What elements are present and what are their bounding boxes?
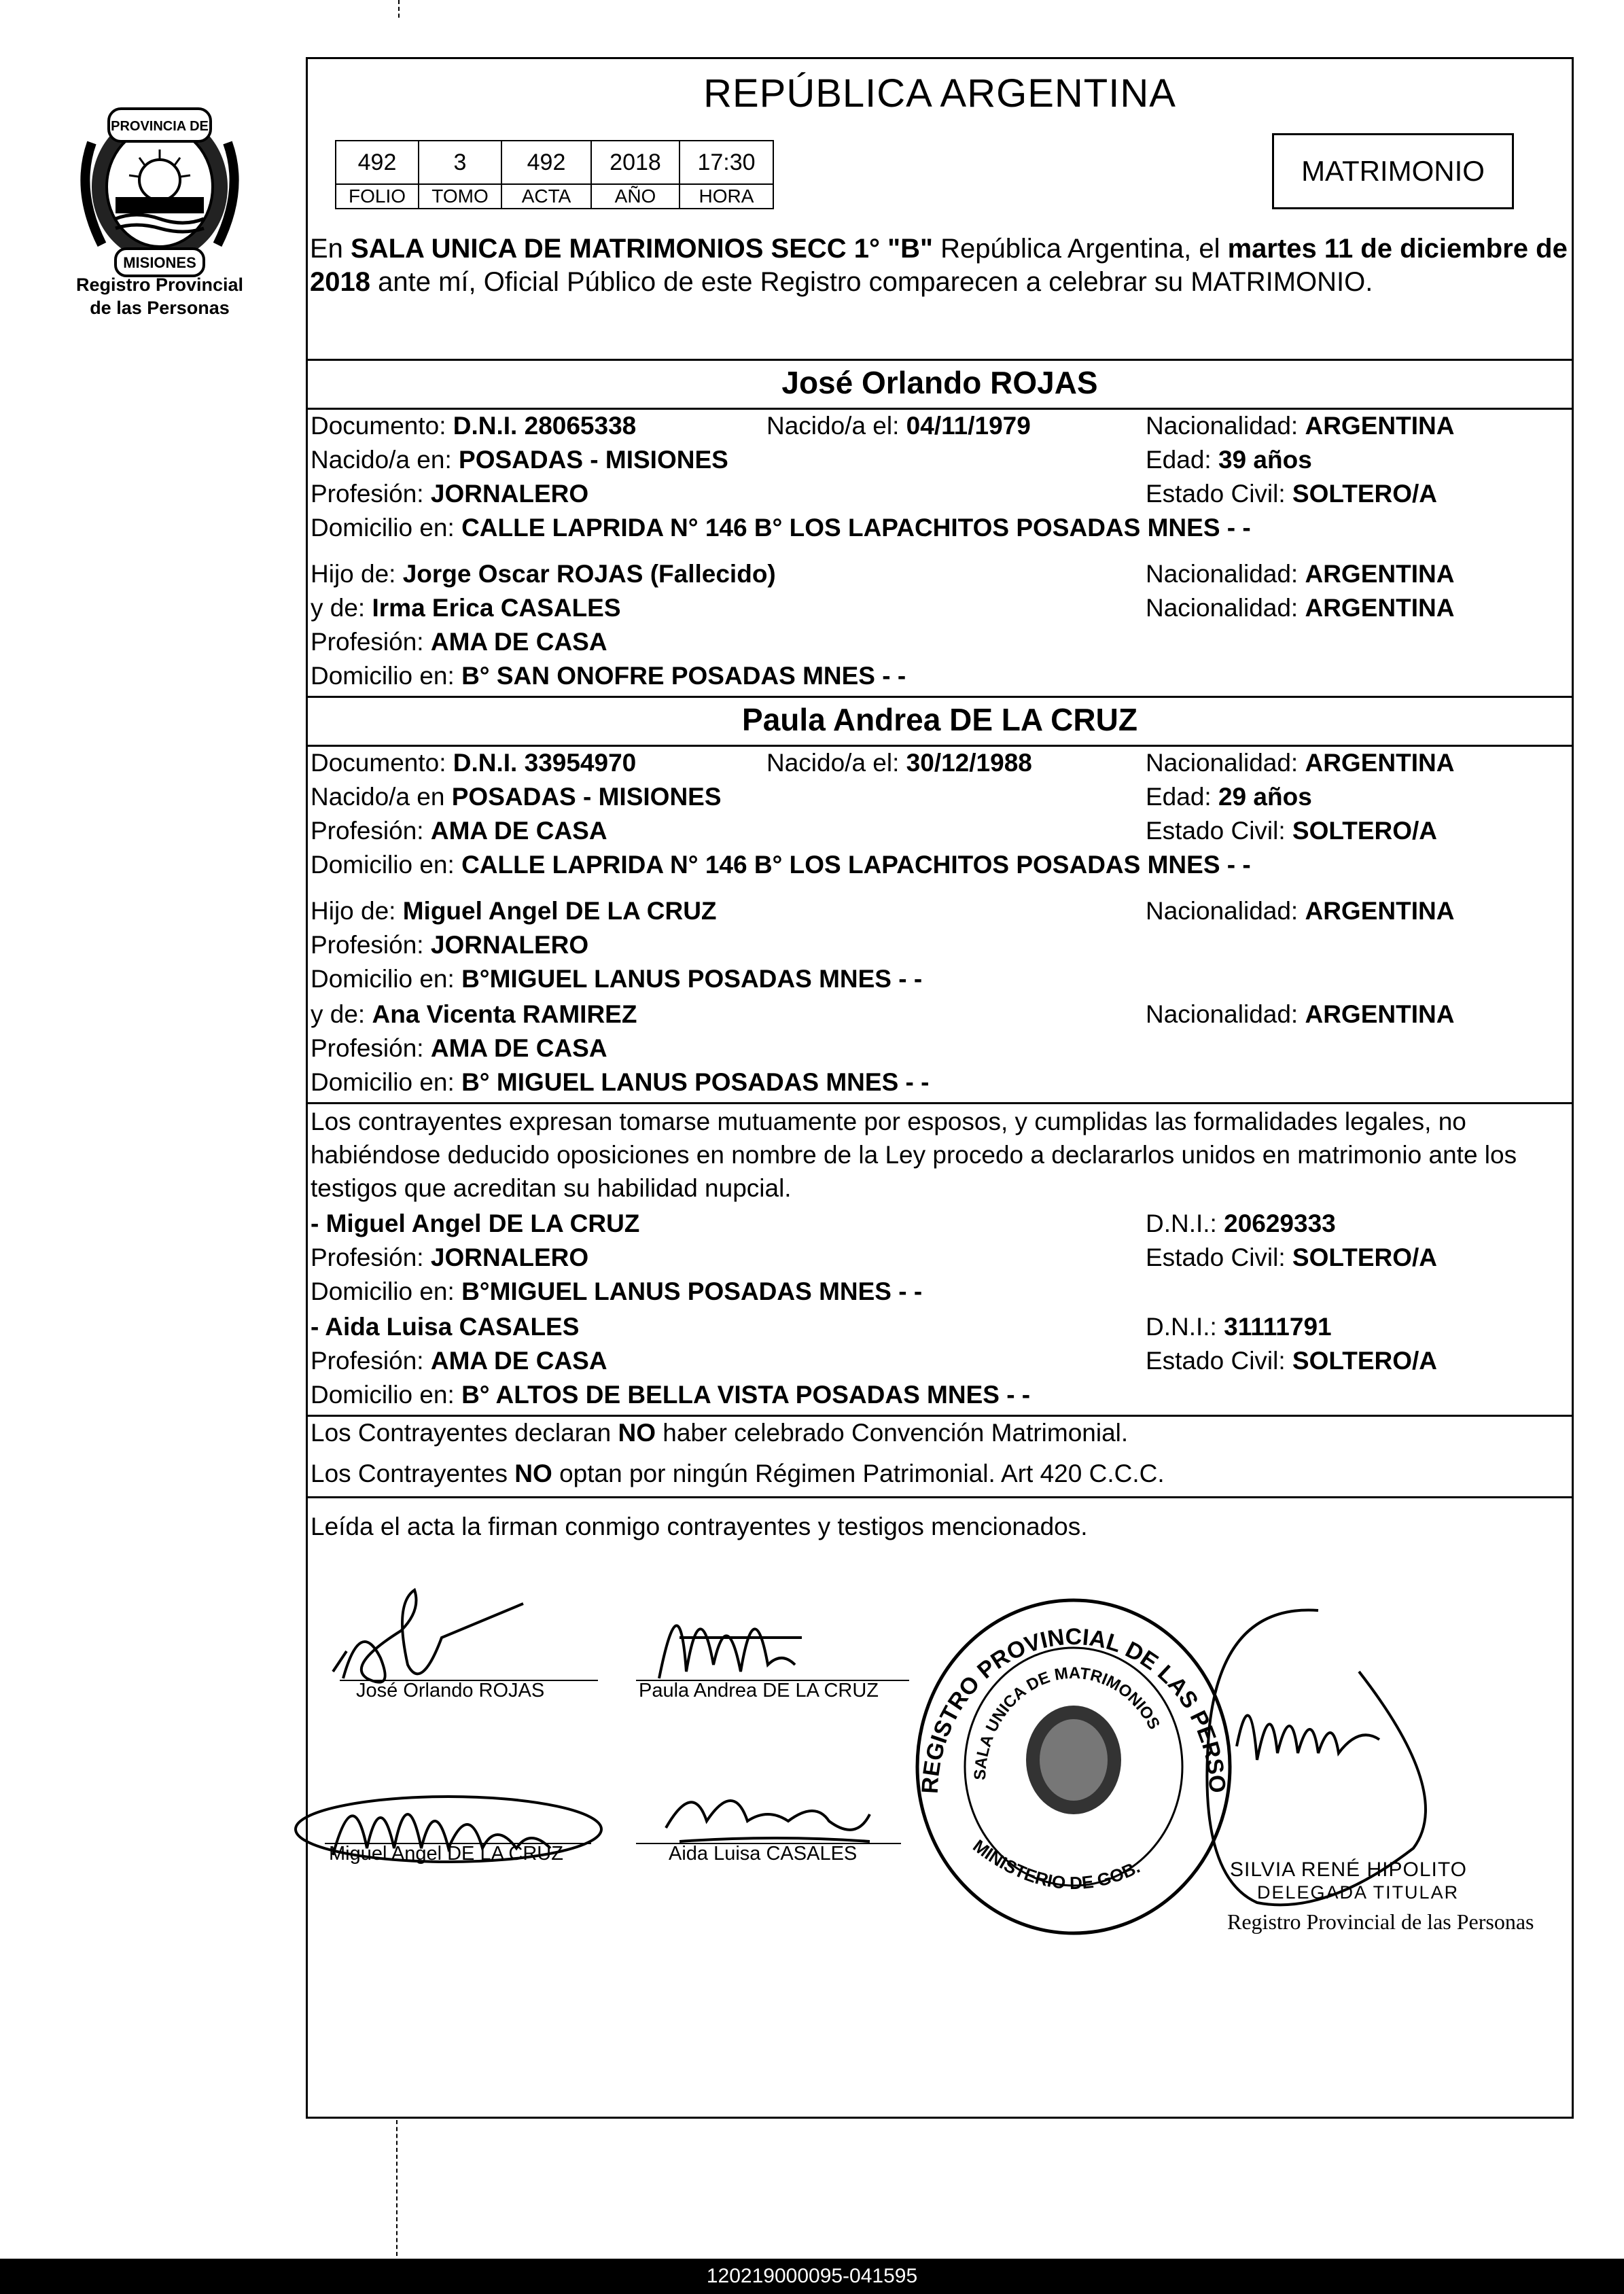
registry-data-table [335, 140, 774, 209]
value: ARGENTINA [1305, 560, 1455, 588]
bride-birthdate [766, 749, 1032, 777]
text: Los Contrayentes declaran [311, 1419, 618, 1447]
label: Edad: [1146, 446, 1218, 474]
bride-signature [639, 1563, 870, 1692]
label: y de: [311, 594, 372, 622]
value: 20629333 [1224, 1210, 1336, 1237]
label: Domicilio en: [311, 851, 462, 879]
groom-parents-address [311, 662, 906, 690]
divider [306, 359, 1574, 361]
bride-mother-profession [311, 1034, 607, 1063]
value: JORNALERO [430, 1243, 589, 1271]
label: Profesión: [311, 1034, 431, 1062]
text: haber celebrado Convención Matrimonial. [656, 1419, 1129, 1447]
value: ARGENTINA [1305, 1000, 1455, 1028]
divider [306, 408, 1574, 410]
intro-paragraph [310, 232, 1571, 299]
declaration-paragraph: Los contrayentes expresan tomarse mutuamente por esposos, y cumplidas las formalidades legales, no habiéndose deducido oposiciones en nombre de la Ley procedo a declararlos unidos en matrimonio ante los testigos que acreditan su habilidad nupcial. [311, 1108, 1517, 1202]
seal-inner-text: SALA UNICA DE MATRIMONIOS [970, 1663, 1164, 1781]
groom-name: José Orlando ROJAS [781, 365, 1098, 400]
officer-organization: Registro Provincial de las Personas [1227, 1909, 1534, 1934]
value: JORNALERO [430, 931, 589, 959]
value: AMA DE CASA [430, 817, 607, 845]
label: Profesión: [311, 628, 431, 656]
officer-title: DELEGADA TITULAR [1257, 1882, 1460, 1903]
intro-text-1: En [310, 234, 351, 264]
divider [306, 1415, 1574, 1417]
groom-birthdate [766, 412, 1031, 440]
value: Ana Vicenta RAMIREZ [372, 1000, 637, 1028]
emphasis: NO [618, 1419, 656, 1447]
misiones-coat-of-arms-logo [68, 95, 251, 285]
label: Nacionalidad: [1146, 1000, 1305, 1028]
divider [306, 696, 1574, 698]
label: D.N.I.: [1146, 1313, 1224, 1341]
value: AMA DE CASA [430, 628, 607, 656]
value: B° ALTOS DE BELLA VISTA POSADAS MNES - - [461, 1381, 1031, 1409]
groom-mother-nationality [1146, 594, 1454, 622]
label: Nacionalidad: [1146, 560, 1305, 588]
groom-parents-profession [311, 628, 607, 656]
label: Estado Civil: [1146, 1243, 1292, 1271]
bride-mother-nationality [1146, 1000, 1454, 1029]
value: D.N.I. 33954970 [453, 749, 637, 777]
hour-value: 17:30 [679, 141, 773, 184]
bride-father-address [311, 965, 922, 993]
label: Nacido/a el: [766, 412, 906, 440]
groom-nationality [1146, 412, 1454, 440]
label: Domicilio en: [311, 662, 462, 690]
value: D.N.I. 28065338 [453, 412, 637, 440]
bride-birthplace [311, 783, 722, 811]
label: Hijo de: [311, 560, 403, 588]
text: optan por ningún Régimen Patrimonial. Art 420 C.C.C. [552, 1460, 1165, 1487]
label: Hijo de: [311, 897, 403, 925]
value: ARGENTINA [1305, 749, 1455, 777]
label: y de: [311, 1000, 372, 1028]
scan-mark-top [398, 0, 400, 18]
footer-code: 120219000095-041595 [0, 2259, 1624, 2294]
label: Documento: [311, 412, 453, 440]
label: Nacionalidad: [1146, 749, 1305, 777]
groom-profession [311, 480, 588, 508]
value: SOLTERO/A [1292, 480, 1438, 508]
bride-name: Paula Andrea DE LA CRUZ [742, 702, 1137, 737]
value: SOLTERO/A [1292, 1243, 1438, 1271]
scan-mark-bottom [396, 2120, 398, 2256]
bride-mother-address [311, 1068, 929, 1097]
witness2-profession [311, 1347, 607, 1375]
value: SOLTERO/A [1292, 817, 1438, 845]
emphasis: NO [514, 1460, 552, 1487]
hour-label: HORA [679, 184, 773, 209]
groom-civil-status [1146, 480, 1437, 508]
tomo-label: TOMO [419, 184, 501, 209]
value: Irma Erica CASALES [372, 594, 621, 622]
witness1-name [311, 1210, 639, 1238]
bride-father-nationality [1146, 897, 1454, 925]
bride-mother [311, 1000, 637, 1029]
intro-text-2: República Argentina, el [932, 234, 1228, 264]
groom-age [1146, 446, 1312, 474]
value: SOLTERO/A [1292, 1347, 1438, 1375]
bride-nationality [1146, 749, 1454, 777]
value: B°MIGUEL LANUS POSADAS MNES - - [461, 965, 923, 993]
label: Nacionalidad: [1146, 412, 1305, 440]
year-label: AÑO [591, 184, 679, 209]
bride-father [311, 897, 717, 925]
label: Domicilio en: [311, 965, 462, 993]
witness2-name [311, 1313, 579, 1341]
groom-signature-caption: José Orlando ROJAS [356, 1680, 545, 1701]
value: ARGENTINA [1305, 412, 1455, 440]
label: Estado Civil: [1146, 480, 1292, 508]
value: CALLE LAPRIDA N° 146 B° LOS LAPACHITOS POSADAS MNES - - [461, 514, 1251, 542]
value: Jorge Oscar ROJAS (Fallecido) [402, 560, 776, 588]
logo-seal-bottom-text: MISIONES [123, 254, 196, 271]
bride-profession [311, 817, 607, 845]
value: POSADAS - MISIONES [451, 783, 722, 811]
groom-birthplace [311, 446, 728, 474]
page-title: REPÚBLICA ARGENTINA [703, 71, 1176, 116]
label: Profesión: [311, 480, 431, 508]
label: Domicilio en: [311, 514, 462, 542]
label: Estado Civil: [1146, 817, 1292, 845]
witness1-civil-status [1146, 1243, 1437, 1272]
folio-label: FOLIO [336, 184, 419, 209]
groom-document [311, 412, 636, 440]
label: Edad: [1146, 783, 1218, 811]
officer-name: SILVIA RENÉ HIPOLITO [1230, 1858, 1468, 1881]
logo-caption-line2: de las Personas [90, 298, 230, 318]
label: Nacido/a en: [311, 446, 459, 474]
act-type-box: MATRIMONIO [1272, 133, 1514, 209]
value: - Aida Luisa CASALES [311, 1313, 580, 1341]
label: Domicilio en: [311, 1381, 462, 1409]
tomo-value: 3 [419, 141, 501, 184]
intro-date: martes 11 de diciembre de 2018 [310, 234, 1568, 297]
groom-mother [311, 594, 621, 622]
label: Profesión: [311, 931, 431, 959]
bride-signature-caption: Paula Andrea DE LA CRUZ [639, 1680, 879, 1701]
bride-address [311, 851, 1251, 879]
acta-label: ACTA [501, 184, 591, 209]
year-value: 2018 [591, 141, 679, 184]
value: Miguel Angel DE LA CRUZ [402, 897, 717, 925]
closing-statement: Leída el acta la firman conmigo contrayentes y testigos mencionados. [311, 1513, 1088, 1540]
seal-outer-text: REGISTRO PROVINCIAL DE LAS PERSO [917, 1623, 1231, 1795]
divider [306, 1496, 1574, 1498]
label: Domicilio en: [311, 1277, 462, 1305]
label: Domicilio en: [311, 1068, 462, 1096]
divider [306, 1102, 1574, 1104]
label: Estado Civil: [1146, 1347, 1292, 1375]
value: 30/12/1988 [906, 749, 1032, 777]
value: 31111791 [1224, 1313, 1332, 1341]
witness1-address [311, 1277, 922, 1306]
value: ARGENTINA [1305, 897, 1455, 925]
label: Profesión: [311, 1347, 431, 1375]
folio-value: 492 [336, 141, 419, 184]
value: 29 años [1218, 783, 1312, 811]
witness2-civil-status [1146, 1347, 1437, 1375]
divider [306, 745, 1574, 747]
value: AMA DE CASA [430, 1034, 607, 1062]
label: Profesión: [311, 1243, 431, 1271]
label: Nacido/a en [311, 783, 452, 811]
label: Profesión: [311, 817, 431, 845]
witness1-dni [1146, 1210, 1336, 1238]
label: Documento: [311, 749, 453, 777]
label: Nacido/a el: [766, 749, 906, 777]
seal-bottom-text: MINISTERIO DE GOB. [969, 1835, 1144, 1894]
witness2-signature [652, 1767, 883, 1848]
value: B°MIGUEL LANUS POSADAS MNES - - [461, 1277, 923, 1305]
text: Los Contrayentes [311, 1460, 515, 1487]
bride-age [1146, 783, 1312, 811]
witness1-profession [311, 1243, 588, 1272]
value: B° MIGUEL LANUS POSADAS MNES - - [461, 1068, 930, 1096]
acta-value: 492 [501, 141, 591, 184]
convention-line-2 [311, 1460, 1165, 1488]
value: - Miguel Angel DE LA CRUZ [311, 1210, 640, 1237]
witness2-address [311, 1381, 1030, 1409]
value: B° SAN ONOFRE POSADAS MNES - - [461, 662, 906, 690]
bride-document [311, 749, 636, 777]
bride-civil-status [1146, 817, 1437, 845]
bride-father-profession [311, 931, 588, 959]
groom-father [311, 560, 776, 588]
groom-signature [319, 1576, 591, 1692]
label: Nacionalidad: [1146, 594, 1305, 622]
value: POSADAS - MISIONES [459, 446, 728, 474]
value: 39 años [1218, 446, 1312, 474]
label: Nacionalidad: [1146, 897, 1305, 925]
label: D.N.I.: [1146, 1210, 1224, 1237]
value: 04/11/1979 [906, 412, 1031, 440]
witness1-signature-caption: Miguel Angel DE LA CRUZ [329, 1843, 563, 1865]
value: ARGENTINA [1305, 594, 1455, 622]
intro-text-3: ante mí, Oficial Público de este Registro comparecen a celebrar su MATRIMONIO. [370, 267, 1373, 297]
logo-seal-top-text: PROVINCIA DE [111, 119, 209, 134]
witness2-signature-caption: Aida Luisa CASALES [669, 1843, 858, 1865]
logo-caption-line1: Registro Provincial [75, 275, 244, 295]
value: JORNALERO [430, 480, 589, 508]
groom-father-nationality [1146, 560, 1454, 588]
witness2-dni [1146, 1313, 1332, 1341]
intro-office: SALA UNICA DE MATRIMONIOS SECC 1° "B" [351, 234, 933, 264]
value: CALLE LAPRIDA N° 146 B° LOS LAPACHITOS POSADAS MNES - - [461, 851, 1251, 879]
logo-caption [48, 273, 272, 319]
value: AMA DE CASA [430, 1347, 607, 1375]
convention-line-1 [311, 1419, 1128, 1447]
groom-address [311, 514, 1251, 542]
